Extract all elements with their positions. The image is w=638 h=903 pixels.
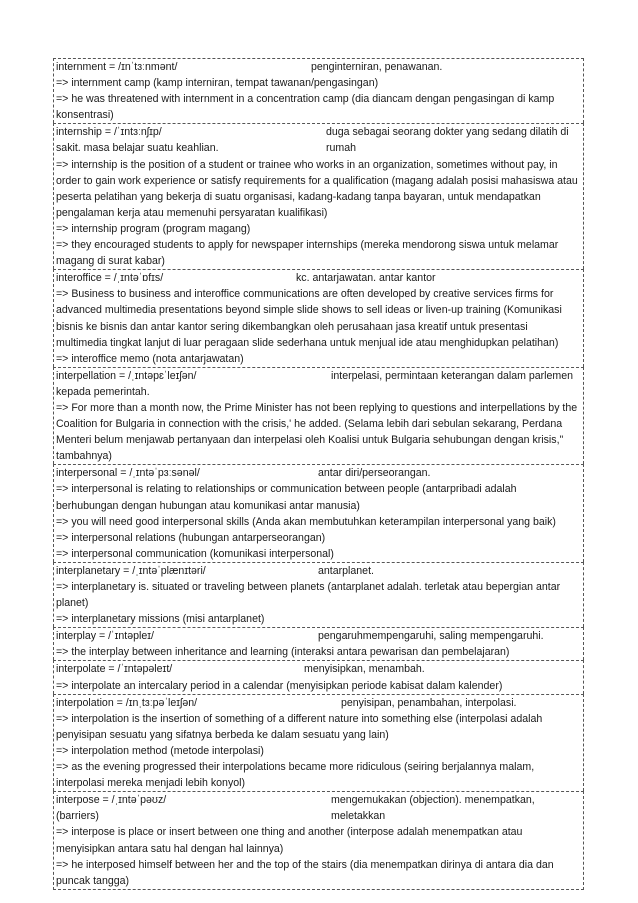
glossary-entry	[53, 627, 584, 660]
glossary-entry	[53, 464, 584, 562]
entry-headline	[56, 695, 581, 711]
entry-line: => they encouraged students to apply for newspaper internships (mereka mendorong siswa untuk melamar magang di surat kabar)	[56, 239, 559, 268]
entry-meaning: kc. antarjawatan. antar kantor	[296, 272, 436, 285]
entry-line: kepada pemerintah.	[56, 385, 150, 398]
glossary-entry	[53, 367, 584, 465]
entry-headword: internment = /ɪnˈtɜːnmənt/	[56, 61, 178, 73]
entry-line: => For more than a month now, the Prime Minister has not been replying to questions and interpellations by the Coalition for Bulgaria in connection with the crisis,' he added. (Selama lebih dari sebulan sekarang, Perdana Menteri belum menjawab pertanyaan dan interpelasi oleh Koalisi untuk Bulgaria sehubungan dengan krisis," tambahnya)	[56, 401, 578, 463]
entry-line: => interpolation method (metode interpolasi)	[56, 744, 264, 757]
entry-meaning: mengemukakan (objection). menempatkan, meletakkan	[331, 794, 535, 823]
glossary-entry	[53, 269, 584, 367]
entry-line: => as the evening progressed their interpolations became more ridiculous (seiring berjalannya malam, interpolasi mereka menjadi lebih konyol)	[56, 761, 535, 790]
entry-headline	[56, 628, 581, 644]
entry-line: => internship is the position of a student or trainee who works in an organization, sometimes without pay, in order to gain work experience or satisfy requirements for a qualification (magang adalah posisi mahasiswa atau peserta pelatihan yang bekerja di suatu organisasi, kadang-kadang tanpa bayaran, untuk mendapatkan pengalaman kerja atau memenuhi persyaratan kualifikasi)	[56, 158, 578, 219]
entry-headline	[56, 465, 581, 481]
glossary-document	[53, 58, 584, 890]
entry-meaning: antar diri/perseorangan.	[318, 467, 431, 480]
glossary-entry	[53, 123, 584, 269]
entry-headline	[56, 661, 581, 677]
entry-line: => interplanetary is. situated or traveling between planets (antarplanet adalah. terletak atau bepergian antar planet)	[56, 581, 561, 610]
glossary-entry	[53, 562, 584, 627]
entry-headword: interpellation = /ˌɪntəpɛˈleɪʃən/	[56, 369, 197, 382]
entry-line: => interpersonal is relating to relationships or communication between people (antarpribadi adalah berhubungan dengan hubungan atau komunikasi antar manusia)	[56, 483, 517, 512]
entry-line: => interpersonal communication (komunikasi interpersonal)	[56, 547, 334, 560]
entry-line: => interoffice memo (nota antarjawatan)	[56, 352, 244, 365]
entry-headword: internship = /ˈɪntɜːnʃɪp/	[56, 126, 162, 139]
entry-meaning: menyisipkan, menambah.	[304, 663, 425, 676]
entry-meaning: pengaruhmempengaruhi, saling mempengaruhi.	[318, 630, 544, 643]
entry-line: => you will need good interpersonal skills (Anda akan membutuhkan keterampilan interpersonal yang baik)	[56, 515, 556, 528]
entry-meaning: penginterniran, penawanan.	[311, 61, 443, 73]
entry-headword: interpolate = /ˈɪntəpəleɪt/	[56, 663, 173, 676]
entry-line: => Business to business and interoffice communications are often developed by creative services firms for advanced multimedia presentations beyond simple slide shows to sell ideas or liven-up training (Komunikasi bisnis ke bisnis dan antar kantor sering dikembangkan oleh perusahaan jasa kreatif untuk presentasi multimedia tingkat lanjut di luar peragaan slide sederhana untuk menjual ide atau menghidupkan pelatihan)	[56, 288, 562, 349]
entry-headword: interpose = /ˌɪntəˈpəʊz/	[56, 794, 167, 807]
entry-headline	[56, 368, 581, 384]
entry-headword: interplay = /ˈɪntəpleɪ/	[56, 630, 154, 643]
entry-line: => interpolate an intercalary period in a calendar (menyisipkan periode kabisat dalam kalender)	[56, 679, 503, 692]
entry-headline	[56, 59, 581, 75]
glossary-entry	[53, 791, 584, 890]
entry-line: => he was threatened with internment in a concentration camp (dia diancam dengan pengasingan di kamp konsentrasi)	[56, 93, 555, 122]
glossary-entry	[53, 58, 584, 123]
entry-headword: interpersonal = /ˌɪntəˈpɜːsənəl/	[56, 467, 200, 480]
entry-line: (barriers)	[56, 810, 99, 823]
entry-line: => interpersonal relations (hubungan antarperseorangan)	[56, 531, 326, 544]
entry-line: => interpose is place or insert between one thing and another (interpose adalah menempatkan atau menyisipkan antara satu hal dengan hal lainnya)	[56, 826, 523, 855]
entry-line: => internship program (program magang)	[56, 222, 251, 235]
entry-headword: interpolation = /ɪnˌtɜːpəˈleɪʃən/	[56, 696, 198, 709]
entry-line: => interpolation is the insertion of something of a different nature into something else (interpolasi adalah penyisipan sesuatu yang sifatnya berbeda ke dalam sesuatu yang lain)	[56, 712, 543, 741]
entry-headword: interplanetary = /ˌɪntəˈplænɪtəri/	[56, 564, 206, 577]
entry-line: => internment camp (kamp interniran, tempat tawanan/pengasingan)	[56, 77, 379, 90]
entry-headword: interoffice = /ˌɪntəˈɒfɪs/	[56, 272, 164, 285]
entry-meaning: interpelasi, permintaan keterangan dalam parlemen	[331, 369, 574, 382]
entry-line: => the interplay between inheritance and learning (interaksi antara pewarisan dan pembelajaran)	[56, 646, 510, 659]
entry-line: => he interposed himself between her and the top of the stairs (dia menempatkan dirinya di antara dia dan puncak tangga)	[56, 858, 554, 887]
entry-line: sakit. masa belajar suatu keahlian.	[56, 142, 219, 155]
entry-line: => interplanetary missions (misi antarplanet)	[56, 613, 265, 626]
glossary-entry	[53, 694, 584, 792]
entry-headline	[56, 563, 581, 579]
entry-headline	[56, 270, 581, 286]
entry-meaning: duga sebagai seorang dokter yang sedang dilatih di rumah	[326, 126, 569, 155]
entry-meaning: penyisipan, penambahan, interpolasi.	[341, 696, 517, 709]
glossary-entry	[53, 660, 584, 693]
entry-meaning: antarplanet.	[318, 564, 374, 577]
